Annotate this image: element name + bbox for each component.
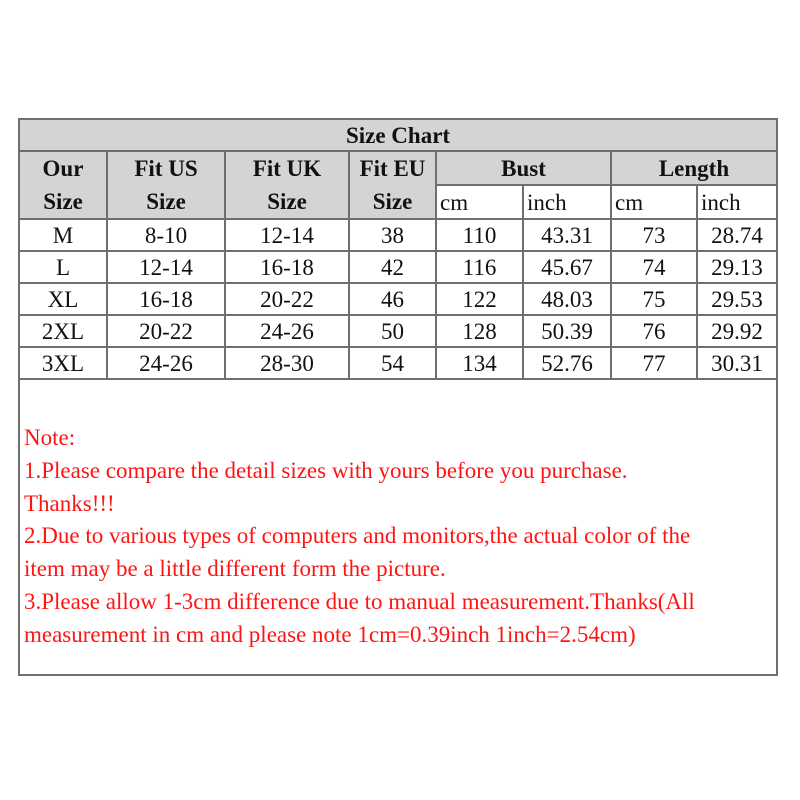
cell-fit-uk: 28-30 [225,347,349,379]
cell-fit-eu: 42 [349,251,436,283]
note-line: Thanks!!! [24,490,115,516]
header-bust-inch: inch [523,185,611,219]
cell-length-cm: 75 [611,283,697,315]
cell-fit-eu: 38 [349,219,436,251]
cell-fit-us: 8-10 [107,219,225,251]
header-fit-uk [225,151,349,219]
note-line: 1.Please compare the detail sizes with yours before you purchase. [24,457,628,483]
cell-bust-inch: 50.39 [523,315,611,347]
table-row [20,347,776,379]
table-row [20,315,776,347]
note-line: item may be a little different form the picture. [24,556,446,582]
header-fit-eu-line1: Fit EU [359,156,426,181]
cell-length-inch: 29.13 [697,251,776,283]
header-fit-uk-line1: Fit UK [252,156,322,181]
cell-length-inch: 30.31 [697,347,776,379]
cell-fit-eu: 54 [349,347,436,379]
cell-length-inch: 29.92 [697,315,776,347]
note-heading: Note: [24,425,76,450]
cell-our-size: 3XL [20,347,107,379]
cell-fit-uk: 20-22 [225,283,349,315]
notes-block [24,422,769,652]
cell-length-cm: 77 [611,347,697,379]
size-chart-title: Size Chart [20,120,776,151]
size-chart-panel [18,118,778,676]
header-fit-eu-line2: Size [372,189,413,214]
cell-length-cm: 74 [611,251,697,283]
header-fit-uk-line2: Size [267,189,307,214]
cell-fit-us: 20-22 [107,315,225,347]
cell-bust-inch: 45.67 [523,251,611,283]
header-bust-cm: cm [436,185,523,219]
header-our-size [20,151,107,219]
cell-bust-cm: 122 [436,283,523,315]
header-fit-us-line2: Size [146,189,186,214]
cell-bust-inch: 52.76 [523,347,611,379]
note-line: 3.Please allow 1-3cm difference due to manual measurement.Thanks(All [24,588,695,614]
header-length-cm: cm [611,185,697,219]
cell-fit-eu: 46 [349,283,436,315]
cell-length-inch: 29.53 [697,283,776,315]
cell-fit-us: 24-26 [107,347,225,379]
note-line: 2.Due to various types of computers and monitors,the actual color of the [24,523,691,549]
table-row [20,219,776,251]
cell-our-size: XL [20,283,107,315]
cell-fit-uk: 12-14 [225,219,349,251]
header-bust: Bust [436,151,611,185]
header-length: Length [611,151,776,185]
header-fit-us-line1: Fit US [134,156,198,181]
cell-fit-us: 12-14 [107,251,225,283]
table-row [20,251,776,283]
cell-fit-us: 16-18 [107,283,225,315]
cell-length-cm: 76 [611,315,697,347]
header-fit-eu [349,151,436,219]
cell-bust-inch: 43.31 [523,219,611,251]
header-our-size-line2: Size [43,189,83,214]
cell-our-size: 2XL [20,315,107,347]
cell-length-cm: 73 [611,219,697,251]
cell-fit-uk: 16-18 [225,251,349,283]
header-length-inch: inch [697,185,776,219]
cell-bust-cm: 116 [436,251,523,283]
cell-length-inch: 28.74 [697,219,776,251]
cell-bust-cm: 134 [436,347,523,379]
cell-bust-cm: 110 [436,219,523,251]
note-line: measurement in cm and please note 1cm=0.39inch 1inch=2.54cm) [24,621,636,647]
size-chart-table [20,120,776,380]
cell-fit-eu: 50 [349,315,436,347]
cell-bust-cm: 128 [436,315,523,347]
cell-our-size: L [20,251,107,283]
cell-bust-inch: 48.03 [523,283,611,315]
header-fit-us [107,151,225,219]
header-our-size-line1: Our [42,156,84,181]
cell-fit-uk: 24-26 [225,315,349,347]
table-row [20,283,776,315]
cell-our-size: M [20,219,107,251]
